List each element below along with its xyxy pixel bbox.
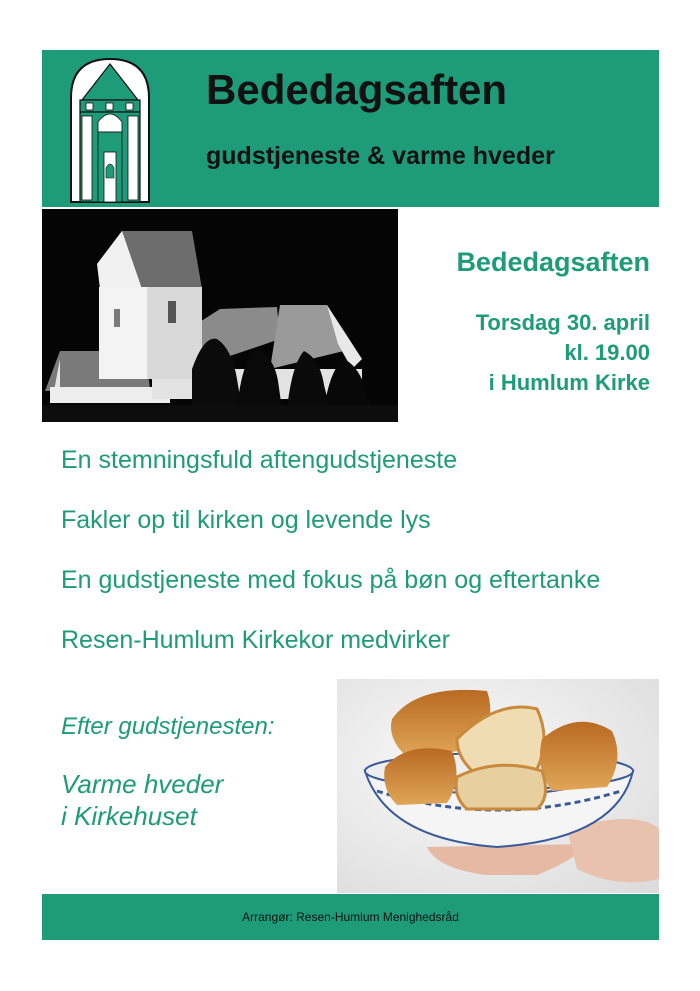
feature-item: Fakler op til kirken og levende lys — [61, 506, 431, 534]
page-title: Bededagsaften — [206, 66, 508, 113]
event-time: kl. 19.00 — [564, 340, 650, 365]
feature-item: En gudstjeneste med fokus på bøn og eftertanke — [61, 566, 601, 594]
church-at-night-photo — [42, 209, 398, 422]
page-subtitle: gudstjeneste & varme hveder — [206, 142, 555, 170]
after-service-detail — [61, 768, 223, 832]
after-detail-line-1: Varme hveder — [61, 769, 224, 799]
church-tower-logo-icon — [68, 56, 152, 204]
after-detail-line-2: i Kirkehuset — [61, 801, 197, 831]
feature-item: En stemningsfuld aftengudstjeneste — [61, 446, 458, 474]
event-place: i Humlum Kirke — [488, 370, 650, 395]
after-service-label: Efter gudstjenesten: — [61, 713, 275, 740]
event-info — [456, 247, 650, 398]
feature-item: Resen-Humlum Kirkekor medvirker — [61, 626, 450, 654]
footer-banner — [42, 894, 659, 940]
organizer-text: Arrangør: Resen-Humlum Menighedsråd — [242, 910, 459, 924]
feature-list — [61, 442, 600, 682]
bowl-of-buns-photo — [337, 679, 659, 893]
info-title: Bededagsaften — [456, 247, 650, 277]
header-banner — [42, 50, 659, 207]
event-date: Torsdag 30. april — [475, 310, 650, 335]
